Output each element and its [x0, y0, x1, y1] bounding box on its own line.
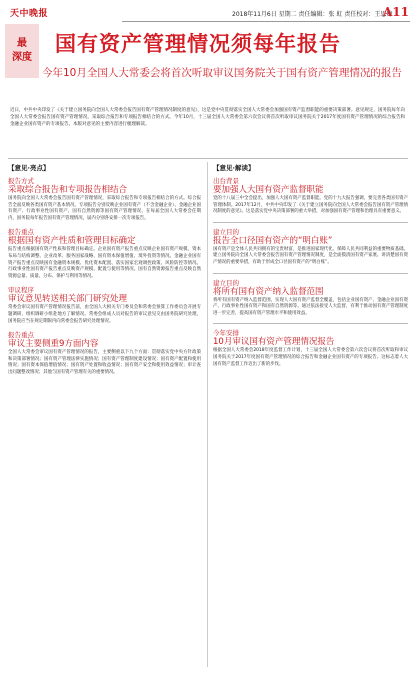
block-review-procedure	[8, 286, 201, 325]
right-column	[213, 163, 408, 368]
block-body: 全国人大常委会审议国有资产管理情况的报告，主要侧重以下九个方面：贯彻落实党中央方针政策和决策部署情况；国有资产管理法律实施情况；国有资产管理制度建设情况；国有资产配置和使用情况；国有资本保值增值情况；国有资产处置和收益情况；国有资产安全和使用效益情况；审计查出问题整改情况；其他与国有资产管理有关的重要情况。	[8, 350, 201, 375]
block-tag: 建立目的	[213, 278, 239, 287]
section-badge-line1: 最	[17, 38, 27, 49]
block-heading: 将所有国有资产纳入监督范围	[213, 286, 324, 297]
lead-divider	[8, 158, 408, 159]
right-column-label: 【意见·解读】	[213, 164, 255, 172]
block-divider	[213, 222, 408, 223]
block-body: 将所有国有资产纳入监督范围，实现人大国有资产监督全覆盖，包括企业国有资产、金融企业国有资产、行政事业性国有资产和国有自然资源等。通过依法接受人大监督，有利于推动国有资产管理制度进一步完善，提高国有资产管理水平和使用效益。	[213, 297, 408, 316]
block-body: 国务院向全国人大常委会报告国有资产管理情况，采取综合报告和专项报告相结合的方式。综合报告全面反映各类国有资产基本情况，专项报告分别反映企业国有资产（不含金融企业）、金融企业国有资产、行政事业性国有资产、国有自然资源等国有资产管理情况。在每届全国人大常委会任期内，国务院每年报告国有资产管理情况，届内分别各安排一次专项报告。	[8, 196, 201, 221]
block-tag: 今年安排	[213, 329, 239, 338]
block-tag: 出台背景	[213, 177, 239, 185]
block-heading: 报告全口径国有资产的“明白账”	[213, 235, 333, 246]
block-purpose-ledger	[213, 228, 408, 267]
block-purpose-scope	[213, 279, 408, 318]
block-heading: 10月审议国有资产管理情况报告	[213, 337, 335, 348]
block-tag: 建立目的	[213, 227, 239, 236]
block-body: 党的十八届三中全会提出，加强人大国有资产监督职能。党的十九大报告强调，要完善各类国有资产管理体制。2017年12月，中共中央印发了《关于建立国务院向全国人大常委会报告国有资产管理情况制度的意见》。这是落实党中央决策部署的重大举措，对加强国有资产管理和治理具有重要意义。	[213, 196, 408, 215]
headline: 国有资产管理情况须每年报告	[55, 31, 341, 56]
block-body: 根据全国人大常委会2018年度监督工作计划，十三届全国人大常委会第六次会议将首次听取和审议国务院关于2017年度国有资产管理情况的综合报告和金融企业国有资产的专项报告。这标志着人大国有资产监督工作迈出了新的步伐。	[213, 348, 408, 367]
block-body: 报告重点根据国有资产性质和管理目标确定。企业国有资产报告重点反映企业国有资产规模、资本布局与结构调整、企业改革、服务国家战略、国有资本保值增值、境外投资等情况。金融企业国有资产报告重点反映国有金融资本规模、优化资本配置、落实国家宏观调控政策、风险防控等情况。行政事业性国有资产报告重点反映资产规模、配置与使用等情况。国有自然资源报告重点反映自然资源总量、质量、分布、保护与利用等情况。	[8, 247, 201, 279]
block-body: 国有资产是全体人民共同拥有的宝贵财富，是推进国家现代化、保障人民共同利益的重要物质基础。建立国务院向全国人大常委会报告国有资产管理情况制度，是全面摸清国有资产家底、讲清楚国有资产情况的重要举措，有助于形成全口径国有资产的“明白账”。	[213, 246, 408, 265]
block-heading: 采取综合报告和专项报告相结合	[8, 185, 128, 195]
block-report-method	[8, 177, 201, 222]
block-divider	[213, 323, 408, 324]
block-background	[213, 177, 408, 216]
left-column	[8, 163, 201, 377]
block-tag: 报告方式	[8, 177, 34, 185]
subheadline: 今年10月全国人大常委会将首次听取审议国务院关于国有资产管理情况的报告	[42, 67, 402, 79]
block-heading: 根据国有资产性质和管理目标确定	[8, 236, 136, 247]
block-divider	[213, 273, 408, 274]
block-heading: 审议主要侧重9方面内容	[8, 339, 99, 350]
column-divider	[207, 162, 208, 667]
block-heading: 要加强人大国有资产监督职能	[213, 185, 324, 195]
block-tag: 报告重点	[8, 228, 34, 237]
block-heading: 审议意见转送相关部门研究处理	[8, 294, 128, 305]
block-this-year	[213, 329, 408, 368]
block-tag: 报告重点	[8, 331, 34, 340]
header-rule	[122, 21, 410, 22]
section-badge-line2: 深度	[12, 52, 32, 63]
section-badge	[5, 24, 39, 78]
newspaper-logo: 天中晚报	[10, 9, 49, 19]
lead-paragraph: 近日，中共中央印发了《关于建立国务院向全国人大常委会报告国有资产管理情况制度的意见》，这是党中央贯彻落实全国人大常委会加强国有资产监督职能的重要决策部署。意见规定，国务院每年向全国人大常委会报告国有资产管理情况，采取综合报告和专项报告相结合的方式。今年10月，十三届全国人大常委会第六次会议将首次听取审议国务院关于2017年度国有资产管理情况的综合报告和金融企业国有资产的专项报告。本版对意见的主要内容进行梳理解读。	[10, 108, 405, 128]
block-report-focus	[8, 228, 201, 280]
block-review-focus	[8, 331, 201, 376]
left-column-label: 【意见·亮点】	[8, 164, 50, 172]
block-body: 常委会审议国有资产管理情况报告前，由全国人大相关专门委员会和常委会预算工作委员会开展专题调研，组织调研小组赴地方了解情况。常委会组成人员对报告的审议意见交由国务院研究处理，国务院应当在规定期限内向常委会报告研究处理情况。	[8, 305, 201, 324]
page-header-info: 2018年11月6日 星期二 责任编辑：张 虹 责任校对：王思婷	[232, 11, 393, 18]
page-number: A11	[383, 5, 410, 19]
block-tag: 审议程序	[8, 286, 34, 295]
